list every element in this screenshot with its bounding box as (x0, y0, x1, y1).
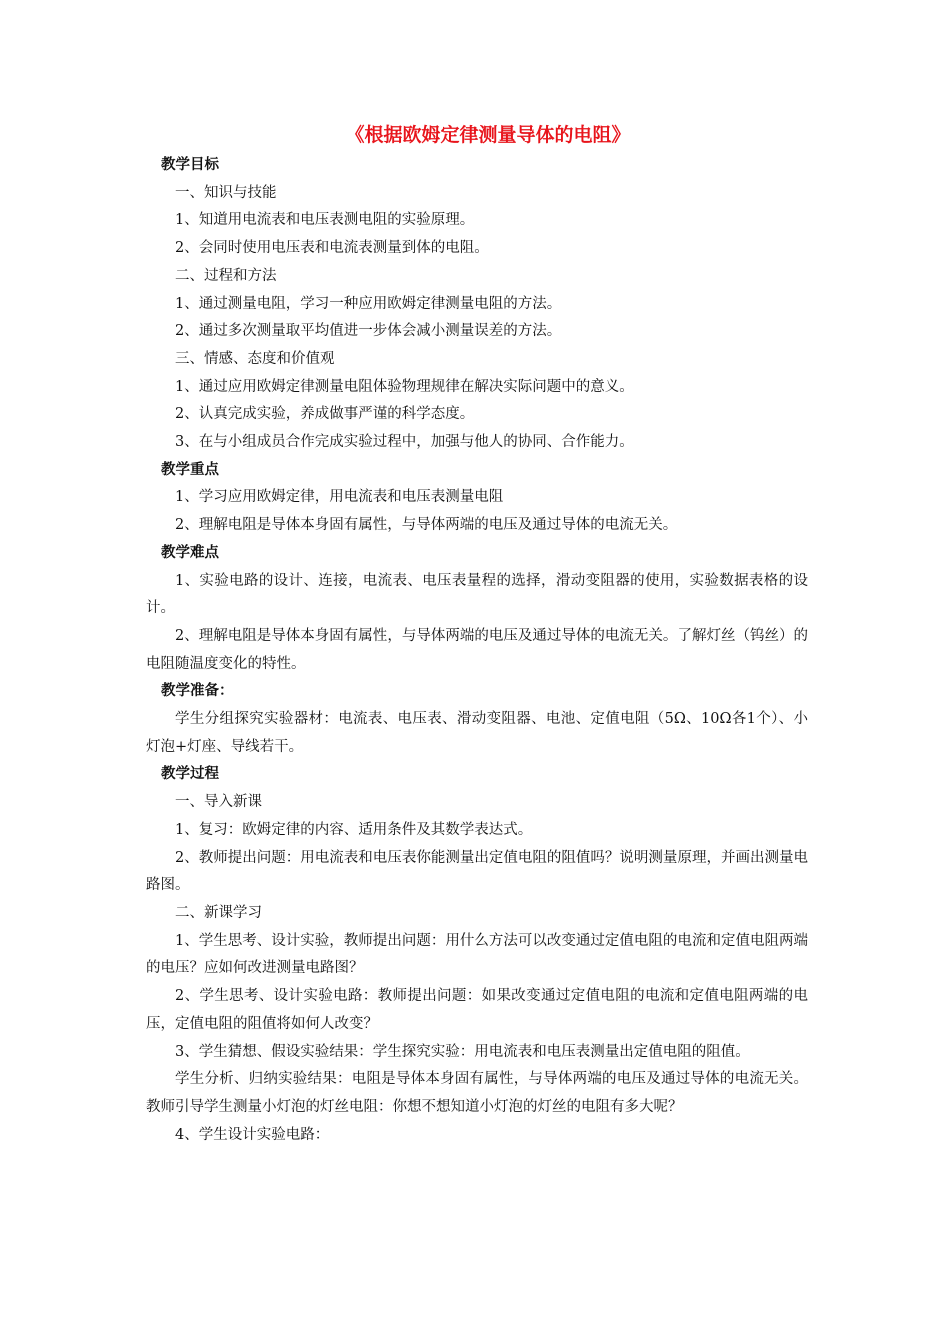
paragraph: 1、通过应用欧姆定律测量电阻体验物理规律在解决实际问题中的意义。 (175, 378, 634, 395)
paragraph: 1、通过测量电阻，学习一种应用欧姆定律测量电阻的方法。 (175, 295, 562, 312)
section-heading: 教学目标 (161, 157, 219, 173)
paragraph: 三、情感、态度和价值观 (175, 350, 335, 367)
paragraph: 2、教师提出问题：用电流表和电压表你能测量出定值电阻的阻值吗？说明测量原理，并画出测量电路图。 (146, 849, 808, 894)
paragraph: 一、知识与技能 (175, 184, 277, 201)
paragraph: 二、新课学习 (175, 904, 262, 921)
document-title: 《根据欧姆定律测量导体的电阻》 (345, 124, 631, 146)
paragraph: 3、学生猜想、假设实验结果：学生探究实验：用电流表和电压表测量出定值电阻的阻值。 (175, 1043, 750, 1060)
paragraph: 一、导入新课 (175, 794, 262, 811)
paragraph: 1、复习：欧姆定律的内容、适用条件及其数学表达式。 (175, 821, 533, 838)
paragraph: 二、过程和方法 (175, 267, 277, 284)
section-heading: 教学重点 (161, 461, 219, 478)
paragraph: 4、学生设计实验电路： (175, 1126, 330, 1143)
paragraph: 2、认真完成实验，养成做事严谨的科学态度。 (175, 406, 475, 423)
paragraph: 2、会同时使用电压表和电流表测量到体的电阻。 (175, 240, 489, 257)
section-heading: 教学过程 (161, 766, 219, 783)
paragraph: 2、通过多次测量取平均值进一步体会减小测量误差的方法。 (175, 323, 562, 340)
paragraph: 2、学生思考、设计实验电路：教师提出问题：如果改变通过定值电阻的电流和定值电阻两端的电压，定值电阻的阻值将如何人改变？ (146, 988, 808, 1032)
paragraph: 1、实验电路的设计、连接，电流表、电压表量程的选择，滑动变阻器的使用，实验数据表格的设计。 (146, 572, 808, 617)
paragraph: 2、理解电阻是导体本身固有属性，与导体两端的电压及通过导体的电流无关。了解灯丝（钨丝）的电阻随温度变化的特性。 (146, 627, 808, 672)
paragraph: 学生分析、归纳实验结果：电阻是导体本身固有属性，与导体两端的电压及通过导体的电流无关。教师引导学生测量小灯泡的灯丝电阻：你想不想知道小灯泡的灯丝的电阻有多大呢？ (146, 1071, 808, 1115)
paragraph: 1、知道用电流表和电压表测电阻的实验原理。 (175, 212, 475, 229)
section-heading: 教学难点 (161, 544, 219, 561)
paragraph: 1、学习应用欧姆定律，用电流表和电压表测量电阻 (175, 489, 504, 506)
paragraph: 1、学生思考、设计实验，教师提出问题：用什么方法可以改变通过定值电阻的电流和定值电阻两端的电压？应如何改进测量电路图？ (146, 932, 808, 977)
paragraph: 2、理解电阻是导体本身固有属性，与导体两端的电压及通过导体的电流无关。 (175, 517, 678, 534)
document-page (146, 118, 808, 1149)
paragraph: 学生分组探究实验器材：电流表、电压表、滑动变阻器、电池、定值电阻（5Ω、10Ω各1个）、小灯泡+灯座、导线若干。 (146, 711, 808, 755)
paragraph: 3、在与小组成员合作完成实验过程中，加强与他人的协同、合作能力。 (175, 434, 634, 451)
document-body (146, 152, 808, 1149)
section-heading: 教学准备： (161, 683, 234, 700)
